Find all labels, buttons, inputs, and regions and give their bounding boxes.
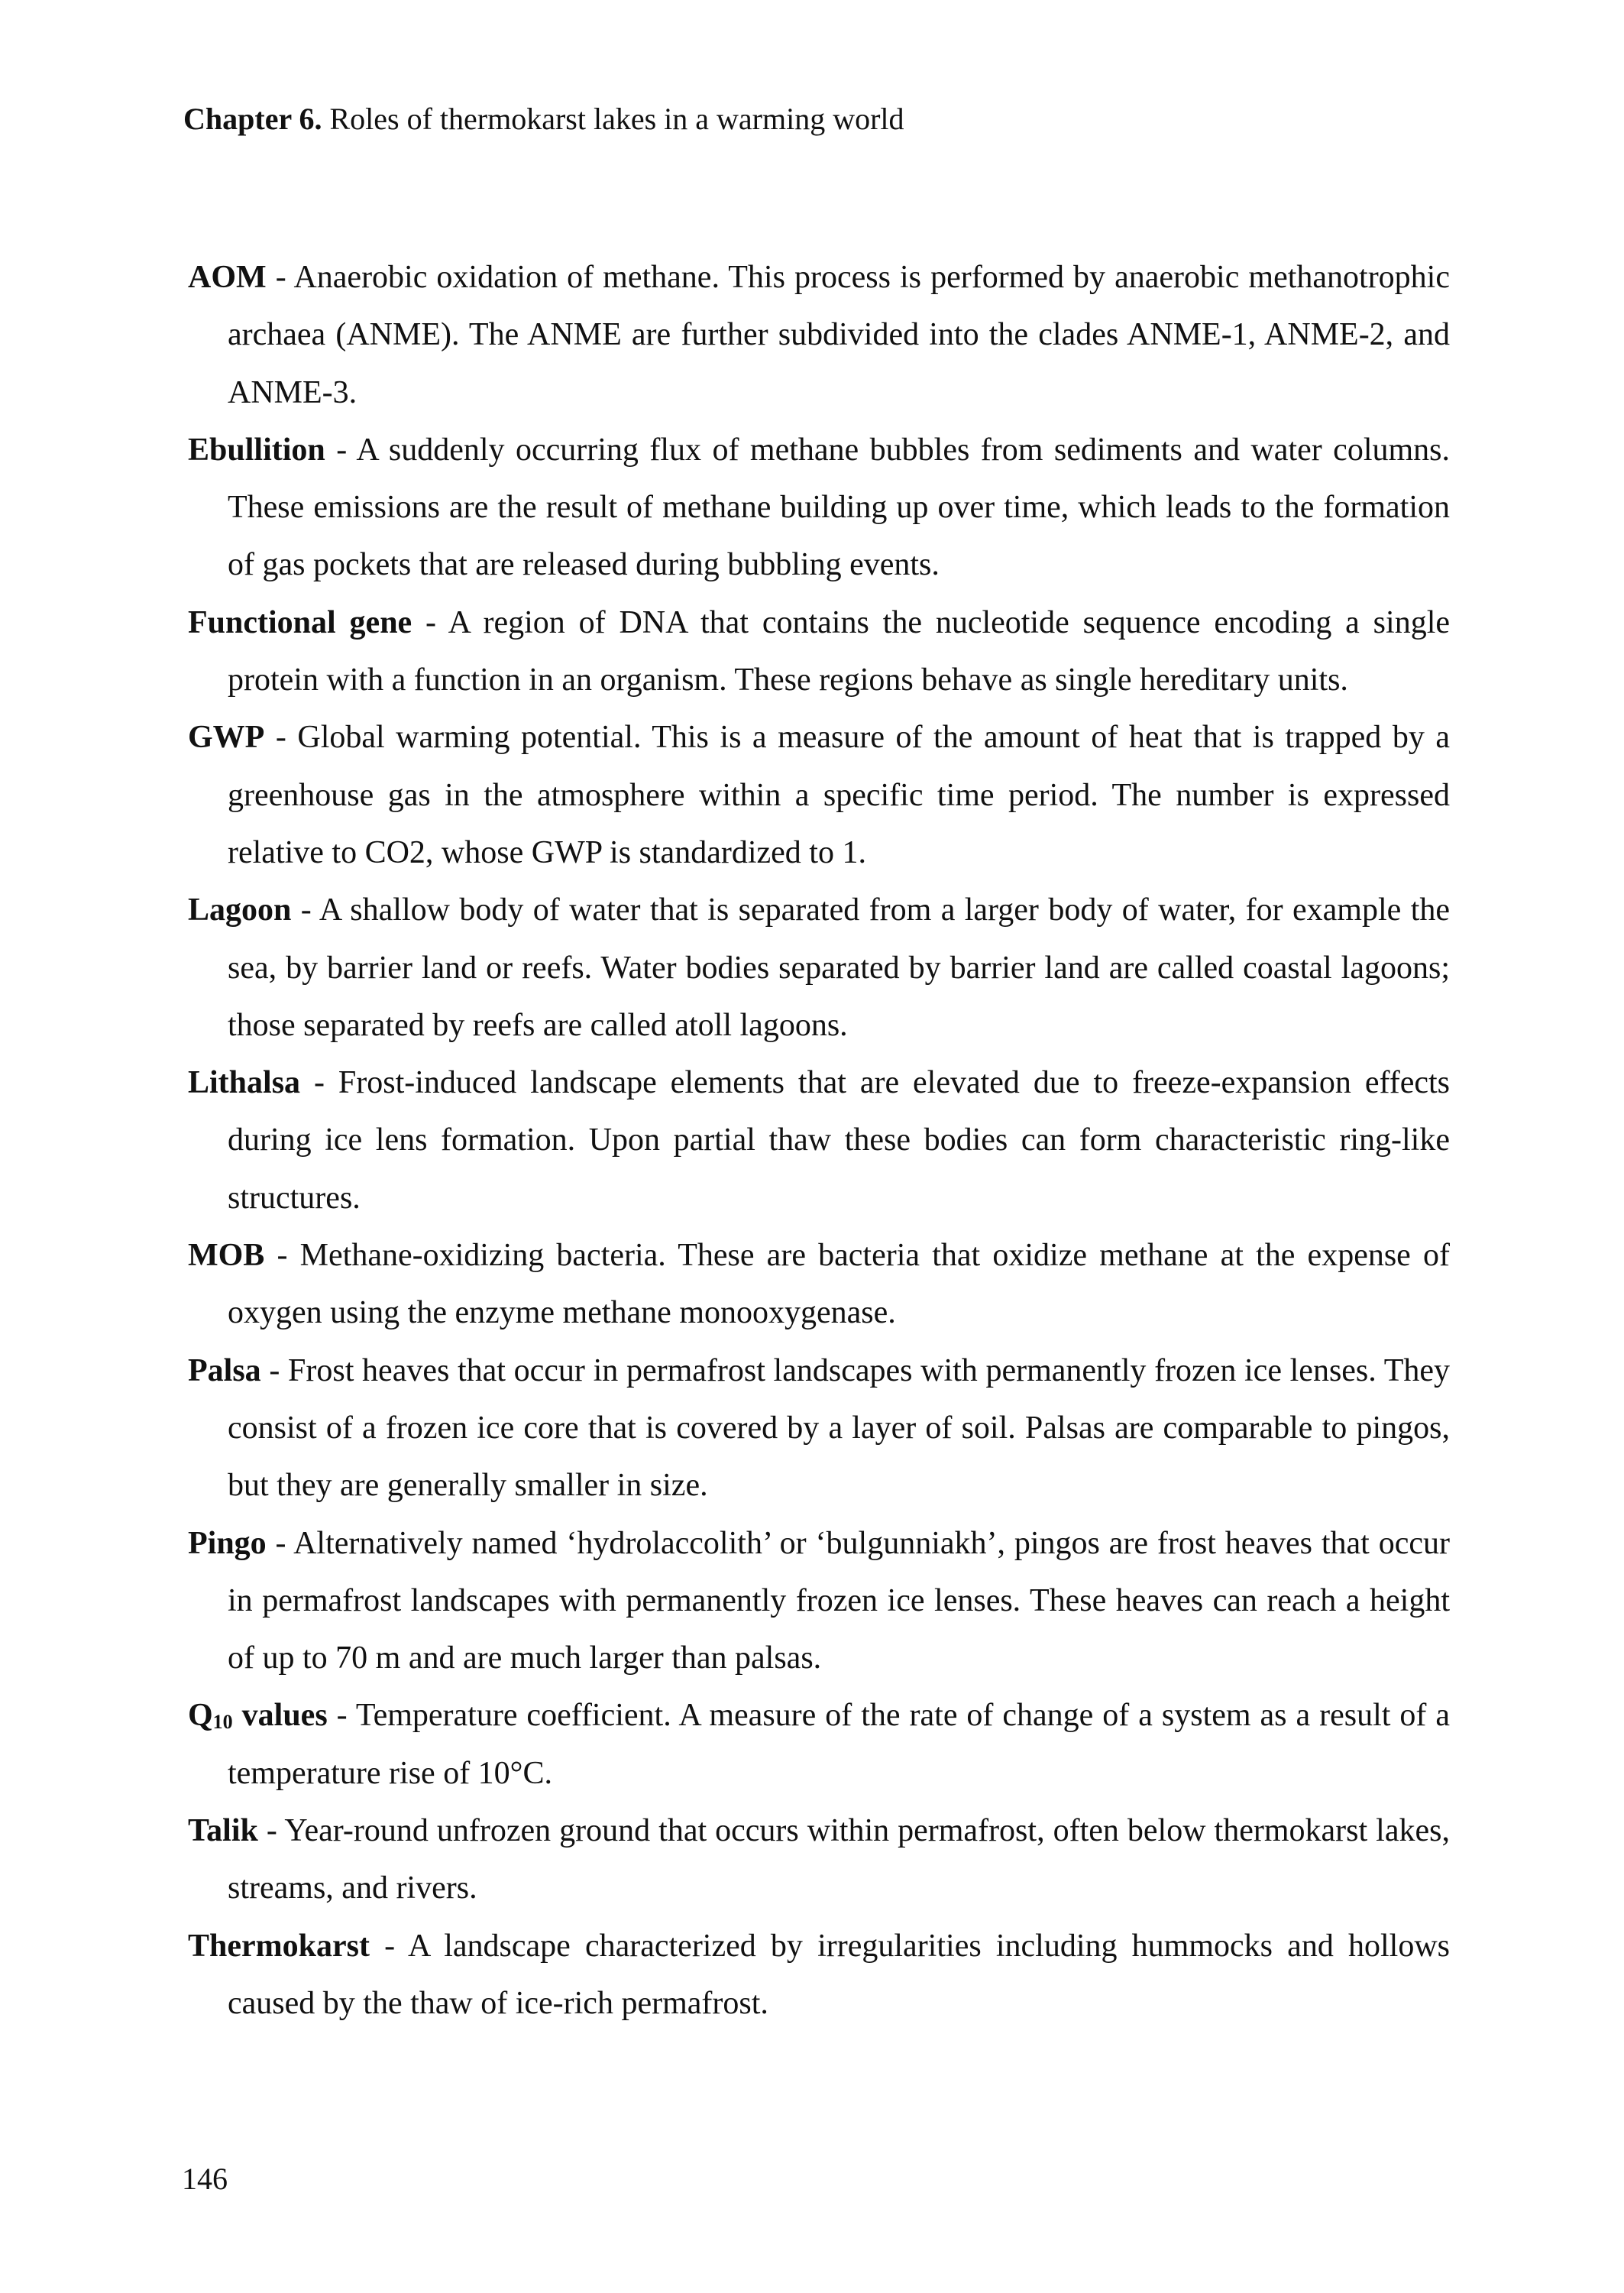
glossary-term: Functional gene [188, 604, 412, 640]
term-separator: - [266, 1525, 294, 1561]
glossary-definition: A region of DNA that contains the nucleotide sequence encoding a single protein with a function in an organism. These regions behave as single hereditary units. [228, 604, 1450, 698]
glossary-entry-lagoon [188, 882, 1450, 1054]
term-separator: - [412, 604, 448, 640]
term-prefix: Q [188, 1698, 213, 1734]
glossary-definition: A shallow body of water that is separated from a larger body of water, for example the sea, by barrier land or reefs. Water bodies separated by barrier land are called coastal lagoons; those separated by reefs are called atoll lagoons. [228, 892, 1450, 1043]
term-subscript: 10 [212, 1711, 233, 1734]
page-number: 146 [182, 2162, 228, 2196]
glossary-definition: Global warming potential. This is a measure of the amount of heat that is trapped by a greenhouse gas in the atmosphere within a specific time period. The number is expressed relative to CO2, whose GWP is standardized to 1. [228, 720, 1450, 870]
glossary-term: Thermokarst [188, 1928, 370, 1964]
glossary-entry-gwp [188, 709, 1450, 882]
chapter-title: Roles of thermokarst lakes in a warming world [329, 102, 904, 136]
glossary-entry-pingo [188, 1515, 1450, 1688]
term-separator: - [327, 1698, 356, 1734]
glossary-entry-ebullition [188, 422, 1450, 594]
term-separator: - [369, 1928, 409, 1964]
glossary-term: Pingo [188, 1525, 267, 1561]
glossary-term: Lithalsa [188, 1065, 301, 1101]
glossary-term: Ebullition [188, 432, 325, 468]
glossary-term: Palsa [188, 1352, 261, 1388]
glossary-definition: Frost-induced landscape elements that are elevated due to freeze-expansion effects during ice lens formation. Upon partial thaw these bodies can form characteristic ring-like structures. [228, 1065, 1450, 1216]
glossary-term: GWP [188, 720, 265, 756]
term-suffix: values [232, 1698, 328, 1734]
term-separator: - [257, 1813, 285, 1849]
term-separator: - [325, 432, 357, 468]
glossary-term [188, 1698, 328, 1733]
term-separator: - [291, 892, 319, 928]
term-separator: - [300, 1065, 338, 1101]
glossary-definition: A landscape characterized by irregularities including hummocks and hollows caused by the thaw of ice-rich permafrost. [228, 1928, 1450, 2021]
glossary-definition: Alternatively named ‘hydrolaccolith’ or ‘bulgunniakh’, pingos are frost heaves that occur in permafrost landscapes with permanently frozen ice lenses. These heaves can reach a height of up to 70 m and are much larger than palsas. [228, 1525, 1450, 1676]
glossary-definition: Year-round unfrozen ground that occurs within permafrost, often below thermokarst lakes, streams, and rivers. [228, 1813, 1450, 1906]
glossary-list [188, 249, 1450, 2032]
term-separator: - [264, 1238, 300, 1274]
glossary-entry-q10-values [188, 1687, 1450, 1802]
running-header [183, 101, 904, 138]
glossary-term: MOB [188, 1238, 265, 1274]
term-separator: - [264, 720, 298, 756]
glossary-entry-mob [188, 1227, 1450, 1342]
glossary-term: Lagoon [188, 892, 292, 928]
glossary-entry-thermokarst [188, 1918, 1450, 2033]
term-separator: - [266, 260, 294, 295]
glossary-term: Talik [188, 1813, 258, 1849]
glossary-entry-talik [188, 1802, 1450, 1918]
glossary-definition: Temperature coefficient. A measure of the rate of change of a system as a result of a temperature rise of 10°C. [228, 1698, 1450, 1791]
glossary-definition: Methane-oxidizing bacteria. These are bacteria that oxidize methane at the expense of oxygen using the enzyme methane monooxygenase. [228, 1238, 1450, 1331]
glossary-entry-functional-gene [188, 594, 1450, 710]
glossary-entry-aom [188, 249, 1450, 422]
chapter-label: Chapter 6. [183, 102, 322, 136]
glossary-entry-lithalsa [188, 1054, 1450, 1227]
glossary-definition: A suddenly occurring flux of methane bubbles from sediments and water columns. These emissions are the result of methane building up over time, which leads to the formation of gas pockets that are released during bubbling events. [228, 432, 1451, 583]
glossary-entry-palsa [188, 1342, 1450, 1515]
glossary-definition: Anaerobic oxidation of methane. This process is performed by anaerobic methanotrophic archaea (ANME). The ANME are further subdivided into the clades ANME-1, ANME-2, and ANME-3. [228, 260, 1450, 410]
term-separator: - [260, 1352, 289, 1388]
glossary-term: AOM [188, 260, 267, 295]
glossary-definition: Frost heaves that occur in permafrost landscapes with permanently frozen ice lenses. They consist of a frozen ice core that is covered by a layer of soil. Palsas are comparable to pingos, but they are generally smaller in size. [228, 1352, 1450, 1504]
